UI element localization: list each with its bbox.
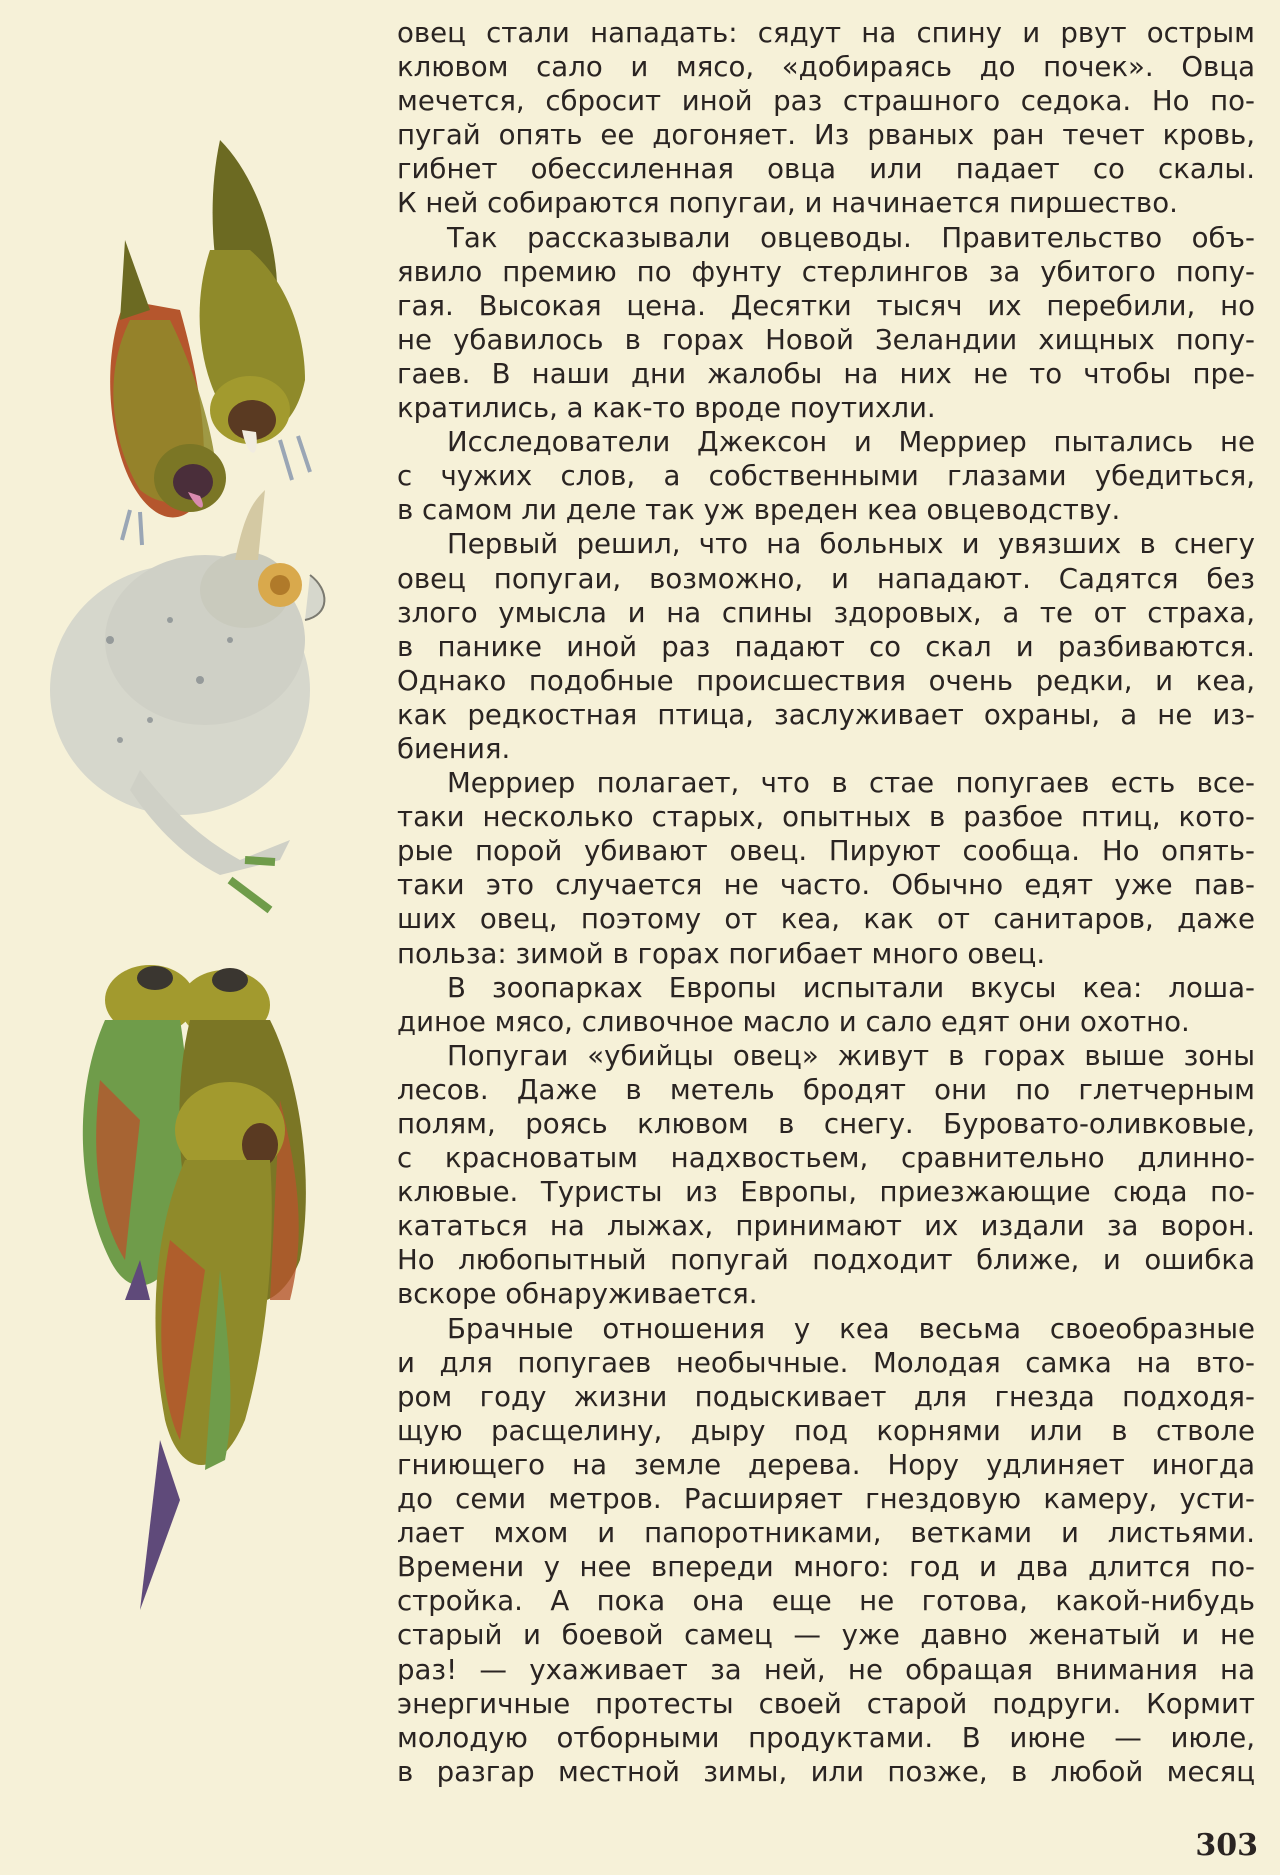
text-line: Мерриер полагает, что в стае попугаев есть все- <box>447 766 1255 800</box>
text-line: явило премию по фунту стерлингов за убитого попу- <box>397 254 1255 288</box>
text-line: до семи метров. Расширяет гнездовую камеру, усти- <box>397 1482 1255 1516</box>
text-line: старый и боевой самец — уже давно женатый и не <box>397 1618 1255 1652</box>
text-line: в панике иной раз падают со скал и разбиваются. <box>397 629 1255 663</box>
text-line: мечется, сбросит иной раз страшного седока. Но по- <box>397 84 1255 118</box>
text-line: клювом сало и мясо, «добираясь до почек». Овца <box>397 50 1255 84</box>
text-line: не убавилось в горах Новой Зеландии хищных попу- <box>397 322 1255 356</box>
sheep-illustration <box>50 490 324 910</box>
text-line: лает мхом и папоротниками, ветками и листьями. <box>397 1516 1255 1550</box>
text-line: ших овец, поэтому от кеа, как от санитаров, даже <box>397 902 1255 936</box>
text-line: польза: зимой в горах погибает много овец. <box>397 936 1046 970</box>
text-line: полям, роясь клювом в снегу. Буровато-оливковые, <box>397 1107 1255 1140</box>
text-line: энергичные протесты своей старой подруги. Кормит <box>397 1686 1255 1720</box>
page-number: 303 <box>1195 1828 1258 1863</box>
text-line: диное мясо, сливочное масло и сало едят они охотно. <box>397 1004 1190 1038</box>
text-line: пугай опять ее догоняет. Из рваных ран течет кровь, <box>397 118 1255 152</box>
kea-parrot-illustration <box>200 140 310 480</box>
text-line: в самом ли деле так уж вреден кеа овцеводству. <box>397 493 1121 527</box>
text-line: гая. Высокая цена. Десятки тысяч их перебили, но <box>397 288 1255 322</box>
text-line: Времени у нее впереди много: год и два длится по- <box>397 1550 1255 1584</box>
text-line: Попугаи «убийцы овец» живут в горах выше зоны <box>447 1038 1255 1072</box>
text-line: таки это случается не часто. Обычно едят уже пав- <box>397 868 1255 902</box>
text-line: вскоре обнаруживается. <box>397 1277 758 1311</box>
text-line: К ней собираются попугаи, и начинается пиршество. <box>397 186 1178 220</box>
text-line: кратились, а как-то вроде поутихли. <box>397 391 936 425</box>
text-line: рые порой убивают овец. Пируют сообща. Но опять- <box>397 834 1255 868</box>
article-text <box>397 16 1255 1789</box>
text-line: злого умысла и на спины здоровых, а те от страха, <box>397 595 1255 629</box>
text-line: с красноватым надхвостьем, сравнительно длинно- <box>397 1141 1255 1175</box>
text-line: клювые. Туристы из Европы, приезжающие сюда по- <box>397 1175 1255 1209</box>
text-line: биения. <box>397 731 511 765</box>
text-line: овец попугаи, возможно, и нападают. Садятся без <box>397 561 1255 595</box>
text-line: гаев. В наши дни жалобы на них не то чтобы пре- <box>397 356 1255 390</box>
text-line: раз! — ухаживает за ней, не обращая внимания на <box>397 1652 1255 1686</box>
text-line: стройка. А пока она еще не готова, какой-нибудь <box>397 1584 1255 1618</box>
text-line: как редкостная птица, заслуживает охраны, а не из- <box>397 697 1255 731</box>
text-line: Первый решил, что на больных и увязших в снегу <box>447 527 1255 561</box>
text-line: молодую отборными продуктами. В июне — июле, <box>397 1720 1255 1754</box>
text-line: Брачные отношения у кеа весьма своеобразные <box>447 1311 1255 1345</box>
text-line: овец стали нападать: сядут на спину и рвут острым <box>397 16 1255 49</box>
text-line: гниющего на земле дерева. Нору удлиняет иногда <box>397 1447 1255 1481</box>
text-line: таки несколько старых, опытных в разбое птиц, кото- <box>397 800 1255 834</box>
text-line: ром году жизни подыскивает для гнезда подходя- <box>397 1379 1255 1413</box>
kea-parrots-and-sheep-illustration <box>30 120 430 1620</box>
text-line: Но любопытный попугай подходит ближе, и ошибка <box>397 1243 1255 1277</box>
text-line: Так рассказывали овцеводы. Правительство объ- <box>447 220 1255 254</box>
text-line: кататься на лыжах, принимают их издали за ворон. <box>397 1209 1255 1243</box>
text-line: и для попугаев необычные. Молодая самка на вто- <box>397 1345 1255 1379</box>
text-line: с чужих слов, а собственными глазами убедиться, <box>397 459 1255 493</box>
text-line: щую расщелину, дыру под корнями или в стволе <box>397 1413 1255 1447</box>
text-line: в разгар местной зимы, или позже, в любой месяц <box>397 1754 1255 1788</box>
text-line: гибнет обессиленная овца или падает со скалы. <box>397 152 1255 186</box>
text-line: лесов. Даже в метель бродят они по глетчерным <box>397 1072 1255 1106</box>
text-line: Исследователи Джексон и Мерриер пытались не <box>447 425 1255 459</box>
text-line: Однако подобные происшествия очень редки, и кеа, <box>397 663 1255 697</box>
text-line: В зоопарках Европы испытали вкусы кеа: лоша- <box>447 970 1255 1004</box>
